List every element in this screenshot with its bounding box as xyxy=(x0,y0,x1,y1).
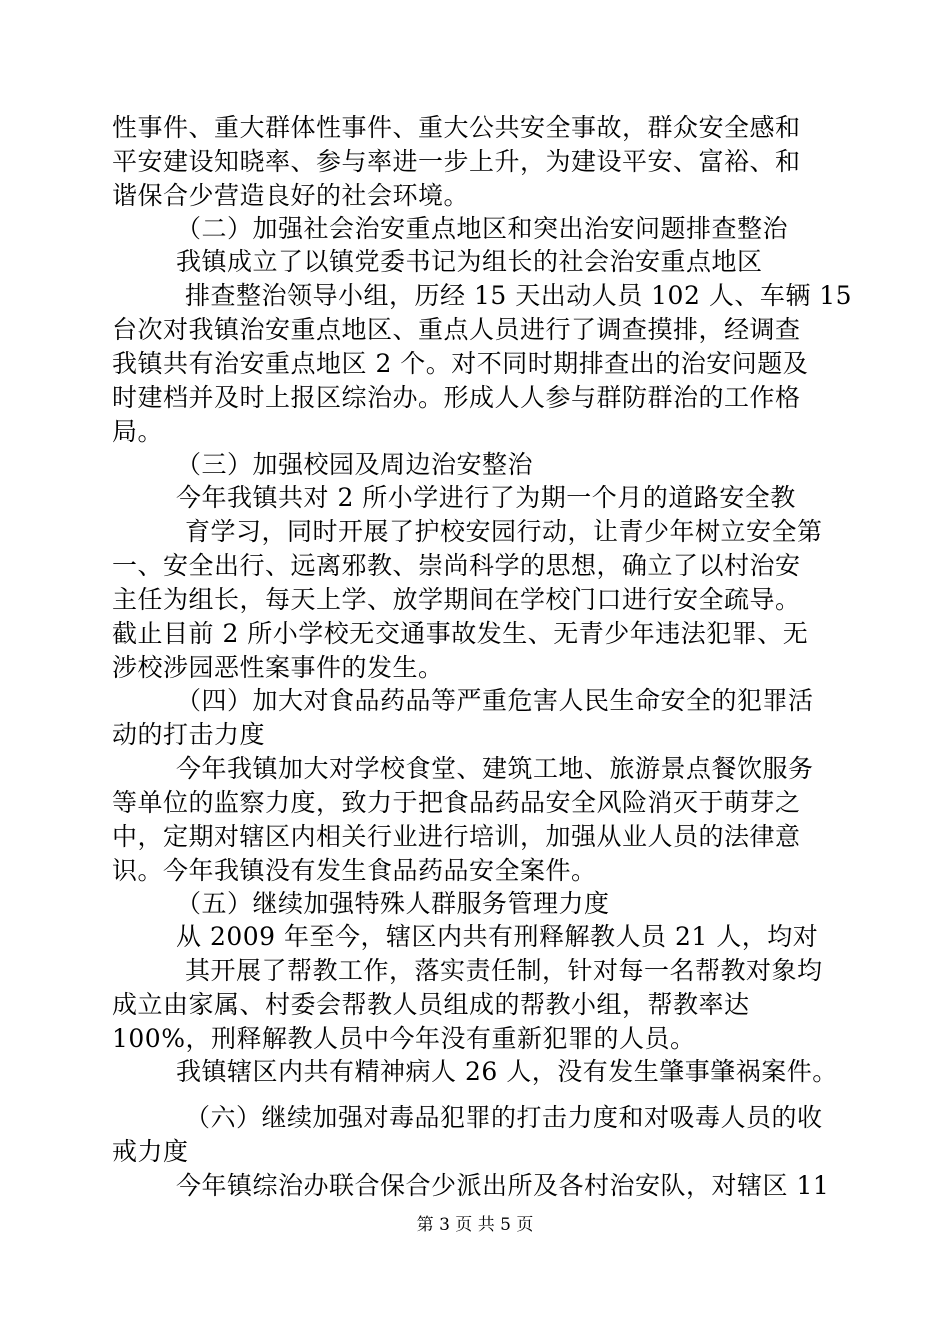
paragraph-line: 台次对我镇治安重点地区、重点人员进行了调查摸排，经调查 xyxy=(112,315,801,344)
paragraph-line: 成立由家属、村委会帮教人员组成的帮教小组，帮教率达 xyxy=(112,990,750,1019)
paragraph-line: 中，定期对辖区内相关行业进行培训，加强从业人员的法律意 xyxy=(112,822,801,851)
page-footer: 第 3 页 共 5 页 xyxy=(416,1215,534,1235)
paragraph-line: 其开展了帮教工作，落实责任制，针对每一名帮教对象均 xyxy=(185,956,823,985)
paragraph-line: 一、安全出行、远离邪教、崇尚科学的思想，确立了以村治安 xyxy=(112,551,801,580)
section-heading: 动的打击力度 xyxy=(112,720,266,749)
paragraph-line: 育学习，同时开展了护校安园行动，让青少年树立安全第 xyxy=(185,517,823,546)
section-heading: （五）继续加强特殊人群服务管理力度 xyxy=(176,889,610,918)
paragraph-line: 排查整治领导小组，历经 15 天出动人员 102 人、车辆 15 xyxy=(185,281,853,310)
paragraph-line: 涉校涉园恶性案事件的发生。 xyxy=(112,653,444,682)
paragraph-line: 时建档并及时上报区综治办。形成人人参与群防群治的工作格 xyxy=(112,383,801,412)
paragraph-line: 从 2009 年至今，辖区内共有刑释解教人员 21 人，均对 xyxy=(176,922,819,951)
paragraph-line: 我镇辖区内共有精神病人 26 人，没有发生肇事肇祸案件。 xyxy=(176,1057,838,1086)
section-heading: （四）加大对食品药品等严重危害人民生命安全的犯罪活 xyxy=(176,686,814,715)
paragraph-line: 局。 xyxy=(112,417,164,446)
paragraph-line: 我镇共有治安重点地区 2 个。对不同时期排查出的治安问题及 xyxy=(112,349,809,378)
section-heading: （六）继续加强对毒品犯罪的打击力度和对吸毒人员的收 xyxy=(185,1103,823,1132)
paragraph-line: 平安建设知晓率、参与率进一步上升，为建设平安、富裕、和 xyxy=(112,147,801,176)
paragraph-line: 今年我镇共对 2 所小学进行了为期一个月的道路安全教 xyxy=(176,483,796,512)
paragraph-line: 主任为组长，每天上学、放学期间在学校门口进行安全疏导。 xyxy=(112,585,801,614)
paragraph-line: 谐保合少营造良好的社会环境。 xyxy=(112,181,470,210)
paragraph-line: 识。今年我镇没有发生食品药品安全案件。 xyxy=(112,856,597,885)
paragraph-line: 截止目前 2 所小学校无交通事故发生、无青少年违法犯罪、无 xyxy=(112,619,809,648)
section-heading: （二）加强社会治安重点地区和突出治安问题排查整治 xyxy=(176,214,789,243)
paragraph-line: 今年镇综治办联合保合少派出所及各村治安队，对辖区 11 xyxy=(176,1171,830,1200)
paragraph-line: 100%，刑释解教人员中今年没有重新犯罪的人员。 xyxy=(112,1024,696,1053)
paragraph-line: 我镇成立了以镇党委书记为组长的社会治安重点地区 xyxy=(176,247,763,276)
section-heading: （三）加强校园及周边治安整治 xyxy=(176,450,534,479)
section-heading: 戒力度 xyxy=(112,1137,189,1166)
paragraph-line: 性事件、重大群体性事件、重大公共安全事故，群众安全感和 xyxy=(112,113,801,142)
paragraph-line: 今年我镇加大对学校食堂、建筑工地、旅游景点餐饮服务 xyxy=(176,754,814,783)
paragraph-line: 等单位的监察力度，致力于把食品药品安全风险消灭于萌芽之 xyxy=(112,788,801,817)
